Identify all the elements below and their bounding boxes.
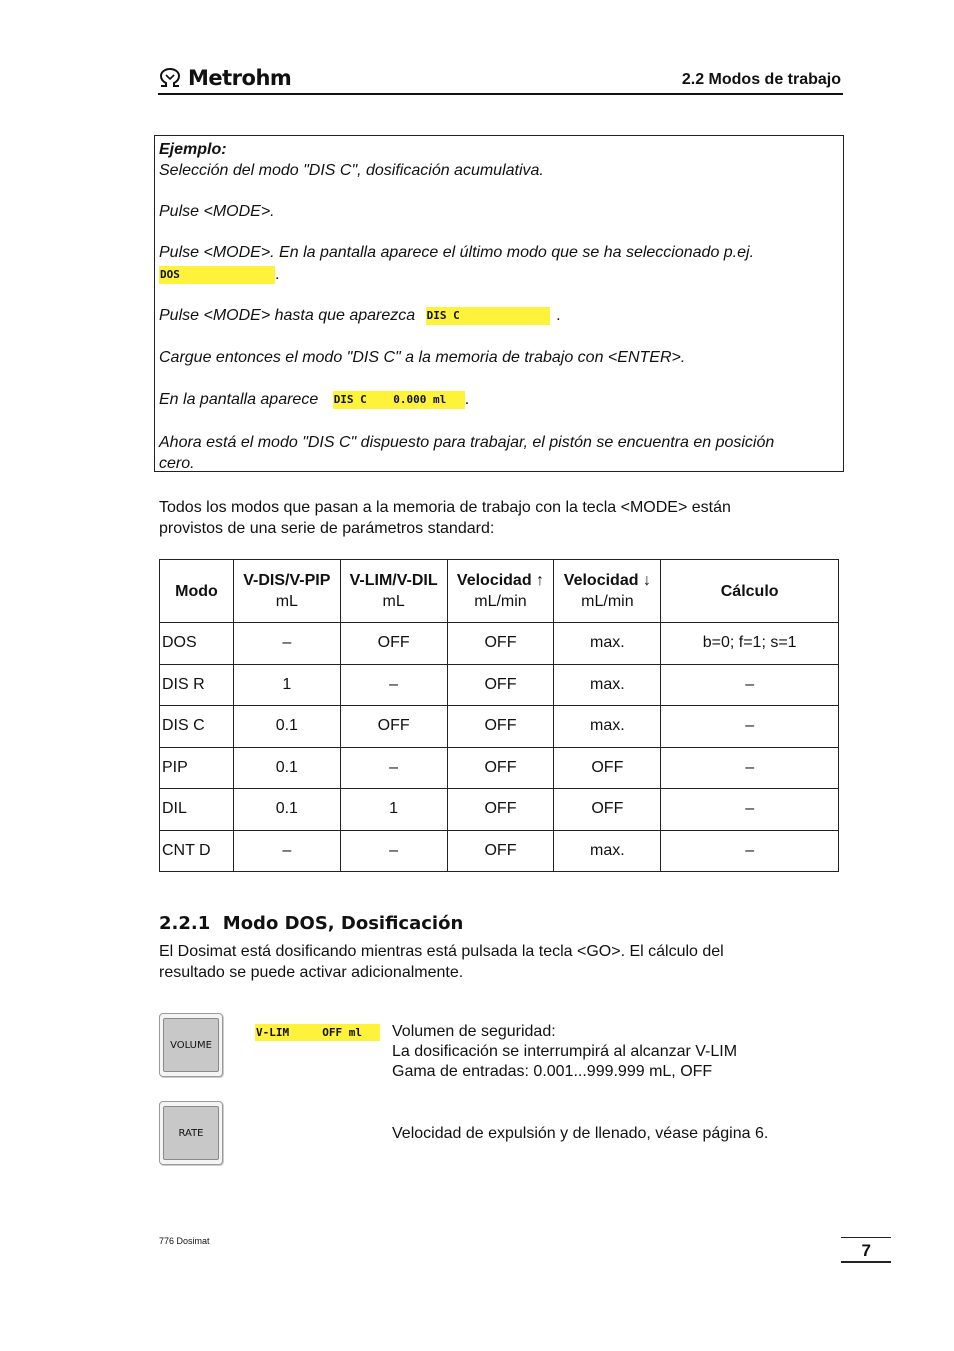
section-line-1: El Dosimat está dosificando mientras está pulsada la tecla <GO>. El cálculo del bbox=[159, 943, 724, 960]
table-cell: 0.1 bbox=[233, 747, 340, 789]
intro-paragraph bbox=[159, 497, 731, 539]
table-cell: – bbox=[233, 830, 340, 872]
section-line-2: resultado se puede activar adicionalmente. bbox=[159, 964, 464, 981]
header-section-title: 2.2 Modos de trabajo bbox=[681, 71, 841, 88]
table-cell: DIS R bbox=[160, 664, 234, 706]
table-row bbox=[160, 706, 839, 748]
header-vlim: V-LIM/V-DIL mL bbox=[340, 560, 447, 623]
table-cell: – bbox=[340, 664, 447, 706]
table-cell: CNT D bbox=[160, 830, 234, 872]
rate-description: Velocidad de expulsión y de llenado, véase página 6. bbox=[392, 1125, 769, 1142]
example-line-7-text: En la pantalla aparece bbox=[159, 391, 319, 408]
header-calculo: Cálculo bbox=[661, 560, 839, 623]
table-cell: 0.1 bbox=[233, 706, 340, 748]
volume-desc-line-1: Volumen de seguridad: bbox=[392, 1023, 556, 1040]
table-cell: OFF bbox=[340, 706, 447, 748]
example-line-2: Pulse <MODE>. bbox=[159, 203, 275, 220]
table-cell: – bbox=[340, 830, 447, 872]
example-line-4: DOS . bbox=[160, 266, 280, 283]
lcd-display-dos: DOS bbox=[159, 266, 275, 284]
table-cell: – bbox=[340, 747, 447, 789]
table-cell: – bbox=[661, 706, 839, 748]
table-cell: OFF bbox=[447, 623, 554, 665]
example-line-8b: cero. bbox=[159, 455, 195, 472]
table-cell: 0.1 bbox=[233, 789, 340, 831]
example-line-7: En la pantalla aparece DIS C 0.000 ml . bbox=[159, 391, 470, 408]
rate-key[interactable] bbox=[159, 1101, 223, 1165]
table-cell: max. bbox=[554, 664, 661, 706]
table-cell: OFF bbox=[447, 830, 554, 872]
table-cell: OFF bbox=[447, 789, 554, 831]
page-number-box bbox=[841, 1237, 891, 1263]
table-cell: max. bbox=[554, 706, 661, 748]
header-modo: Modo bbox=[160, 560, 234, 623]
table-row bbox=[160, 789, 839, 831]
example-box bbox=[154, 135, 844, 472]
header-vdis: V-DIS/V-PIP mL bbox=[233, 560, 340, 623]
brand-logo bbox=[158, 66, 291, 90]
table-cell: OFF bbox=[447, 706, 554, 748]
table-cell: max. bbox=[554, 623, 661, 665]
table-cell: – bbox=[661, 789, 839, 831]
brand-name: Metrohm bbox=[188, 66, 292, 90]
intro-line-1: Todos los modos que pasan a la memoria de trabajo con la tecla <MODE> están bbox=[159, 499, 731, 516]
page-number: 7 bbox=[861, 1241, 871, 1260]
header-velocidad-down: Velocidad ↓ mL/min bbox=[554, 560, 661, 623]
table-row bbox=[160, 747, 839, 789]
table-cell: b=0; f=1; s=1 bbox=[661, 623, 839, 665]
lcd-display-disc: DIS C bbox=[426, 307, 550, 325]
table-cell: – bbox=[661, 664, 839, 706]
table-row bbox=[160, 830, 839, 872]
table-cell: 1 bbox=[233, 664, 340, 706]
table-row bbox=[160, 664, 839, 706]
table-cell: DOS bbox=[160, 623, 234, 665]
omega-icon bbox=[158, 68, 182, 88]
volume-key[interactable] bbox=[159, 1013, 223, 1077]
example-line-5-text: Pulse <MODE> hasta que aparezca bbox=[159, 307, 416, 324]
table-cell: OFF bbox=[554, 789, 661, 831]
table-cell: OFF bbox=[447, 664, 554, 706]
table-cell: OFF bbox=[340, 623, 447, 665]
table-cell: – bbox=[661, 747, 839, 789]
table-cell: – bbox=[661, 830, 839, 872]
example-line-5: Pulse <MODE> hasta que aparezca DIS C . bbox=[159, 307, 561, 324]
table-header-row bbox=[160, 560, 839, 623]
section-title: 2.2.1 Modo DOS, Dosificación bbox=[159, 913, 464, 934]
table-row bbox=[160, 623, 839, 665]
example-line-8a: Ahora está el modo "DIS C" dispuesto para trabajar, el pistón se encuentra en posición bbox=[159, 434, 775, 451]
rate-key-label: RATE bbox=[163, 1106, 219, 1160]
volume-key-label: VOLUME bbox=[163, 1018, 219, 1072]
intro-line-2: provistos de una serie de parámetros standard: bbox=[159, 520, 495, 537]
table-cell: OFF bbox=[447, 747, 554, 789]
table-cell: – bbox=[233, 623, 340, 665]
section-paragraph bbox=[159, 941, 724, 983]
example-line-1: Selección del modo "DIS C", dosificación acumulativa. bbox=[159, 162, 544, 179]
table-cell: max. bbox=[554, 830, 661, 872]
table-cell: 1 bbox=[340, 789, 447, 831]
volume-desc-line-2: La dosificación se interrumpirá al alcanzar V-LIM bbox=[392, 1043, 738, 1060]
table-cell: DIS C bbox=[160, 706, 234, 748]
example-line-6: Cargue entonces el modo "DIS C" a la memoria de trabajo con <ENTER>. bbox=[159, 349, 686, 366]
modes-table bbox=[159, 559, 839, 872]
table-cell: PIP bbox=[160, 747, 234, 789]
lcd-display-vlim: V-LIM OFF ml bbox=[255, 1024, 380, 1041]
header-rule bbox=[158, 93, 843, 95]
table-cell: DIL bbox=[160, 789, 234, 831]
volume-description bbox=[392, 1022, 737, 1082]
lcd-display-disc-ml: DIS C 0.000 ml bbox=[333, 391, 465, 409]
example-line-3: Pulse <MODE>. En la pantalla aparece el último modo que se ha seleccionado p.ej. bbox=[159, 244, 755, 261]
example-heading: Ejemplo: bbox=[159, 141, 227, 158]
volume-desc-line-3: Gama de entradas: 0.001...999.999 mL, OFF bbox=[392, 1063, 713, 1080]
table-cell: OFF bbox=[554, 747, 661, 789]
header-velocidad-up: Velocidad ↑ mL/min bbox=[447, 560, 554, 623]
footer-product: 776 Dosimat bbox=[159, 1236, 210, 1246]
